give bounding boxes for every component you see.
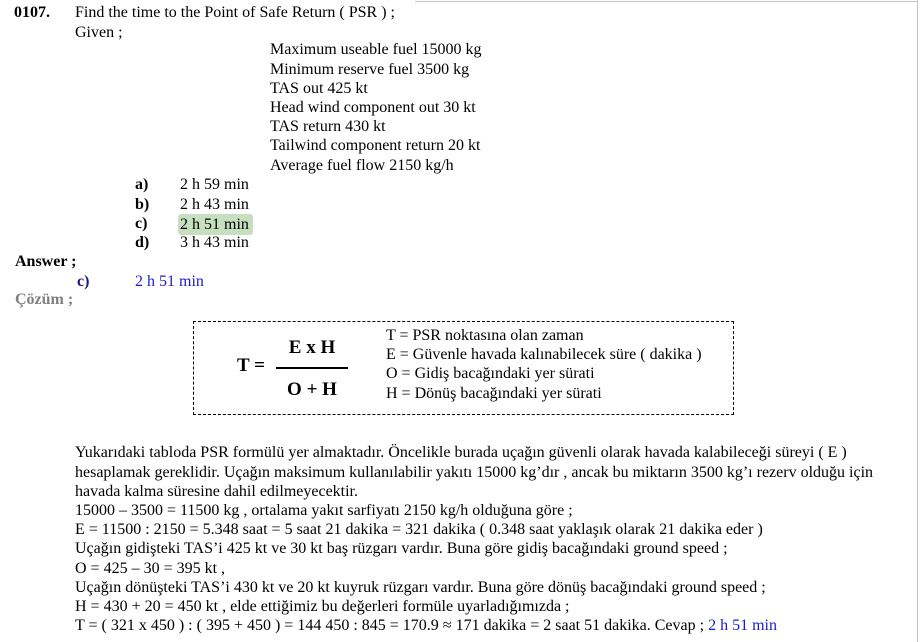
formula-numerator: E x H [288, 337, 336, 358]
given-item: Tailwind component return 20 kt [270, 137, 481, 155]
page-border-top [415, 1, 918, 2]
given-item: Minimum reserve fuel 3500 kg [270, 60, 470, 78]
solution-heading: Çözüm ; [15, 291, 74, 309]
option-c [135, 214, 335, 233]
final-answer: 2 h 51 min [708, 617, 777, 635]
formula-box [193, 321, 734, 415]
option-label: d) [135, 233, 150, 251]
final-calculation-line [75, 616, 873, 635]
answer-text: 2 h 51 min [135, 272, 204, 290]
formula-definitions [386, 326, 702, 403]
definition-item: O = Gidiş bacağındaki yer sürati [386, 365, 595, 383]
option-text: 3 h 43 min [180, 233, 249, 251]
option-label: c) [135, 214, 148, 232]
given-item: TAS return 430 kt [270, 118, 386, 136]
given-item: Head wind component out 30 kt [270, 98, 476, 116]
definition-item: E = Güvenle havada kalınabilecek süre ( dakika ) [386, 346, 702, 364]
explanation-line: Uçağın dönüşteki TAS’i 430 kt ve 20 kt kuyruk rüzgarı vardır. Buna göre dönüş bacağındaki ground speed ; [75, 578, 766, 596]
given-item: TAS out 425 kt [270, 79, 368, 97]
option-text: 2 h 59 min [180, 176, 249, 194]
given-item: Average fuel flow 2150 kg/h [270, 156, 454, 174]
option-a [135, 175, 335, 194]
explanation-line: hesaplamak gereklidir. Uçağın maksimum kullanılabilir yakıtı 15000 kg’dır , ancak bu miktarın 3500 kg’ı rezerv olduğu için [75, 463, 874, 481]
solution-explanation [75, 443, 873, 635]
definition-item: H = Dönüş bacağındaki yer sürati [386, 384, 602, 402]
explanation-line: Uçağın gidişteki TAS’i 425 kt ve 30 kt baş rüzgarı vardır. Buna göre gidiş bacağındaki ground speed ; [75, 540, 728, 558]
option-label: b) [135, 195, 150, 213]
option-b [135, 195, 335, 214]
explanation-line: Yukarıdaki tabloda PSR formülü yer almaktadır. Öncelikle burada uçağın güvenli olarak havada kalabileceği süreyi ( E ) [75, 444, 847, 462]
explanation-line: O = 425 – 30 = 395 kt , [75, 559, 226, 577]
option-text: 2 h 43 min [180, 195, 249, 213]
explanation-line: E = 11500 : 2150 = 5.348 saat = 5 saat 21 dakika = 321 dakika ( 0.348 saat yaklaşık olarak 21 dakika eder ) [75, 521, 763, 539]
question-text: Find the time to the Point of Safe Return ( PSR ) ; [75, 4, 395, 22]
final-calculation-text: T = ( 321 x 450 ) : ( 395 + 450 ) = 144 450 : 845 = 170.9 ≈ 171 dakika = 2 saat 51 dakika. Cevap ; [75, 617, 705, 635]
option-label: a) [135, 176, 149, 194]
page-border-right [917, 0, 918, 642]
question-number: 0107. [14, 4, 50, 22]
option-text: 2 h 51 min [178, 214, 253, 235]
fraction-bar [276, 367, 348, 369]
given-item: Maximum useable fuel 15000 kg [270, 41, 482, 59]
given-list [270, 40, 482, 174]
answer-options [135, 175, 335, 252]
answer-label: c) [77, 272, 90, 290]
explanation-line: H = 430 + 20 = 450 kt , elde ettiğimiz bu değerleri formüle uyarladığımızda ; [75, 597, 570, 615]
explanation-line: 15000 – 3500 = 11500 kg , ortalama yakıt sarfiyatı 2150 kg/h olduğuna göre ; [75, 501, 573, 519]
formula-fraction [276, 322, 348, 412]
answer-heading: Answer ; [15, 253, 77, 271]
formula-denominator: O + H [287, 379, 337, 400]
formula-lhs: T = [237, 355, 265, 376]
given-label: Given ; [75, 23, 123, 41]
definition-item: T = PSR noktasına olan zaman [386, 327, 584, 344]
option-d [135, 233, 335, 252]
explanation-line: havada kalma süresine dahil edilmeyecektir. [75, 482, 358, 500]
